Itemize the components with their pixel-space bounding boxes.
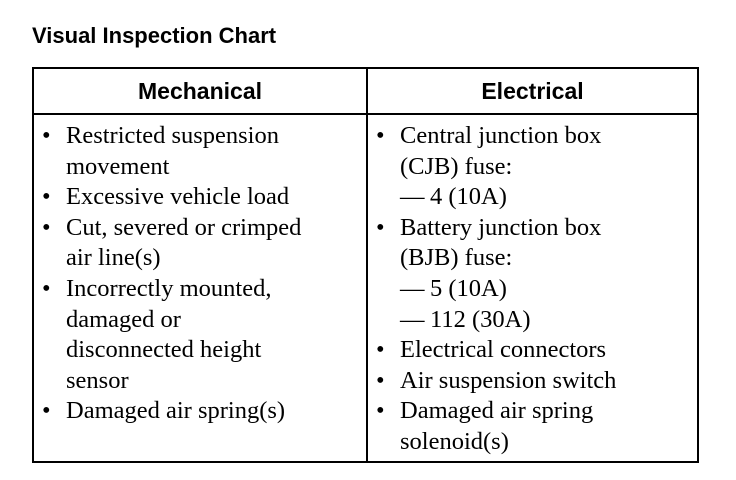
- bullet-icon: •: [42, 183, 51, 211]
- bullet-icon: •: [376, 122, 385, 149]
- item-text: (BJB) fuse:: [400, 244, 513, 272]
- list-item: [368, 396, 697, 457]
- item-text: Battery junction box: [400, 213, 602, 241]
- dash-icon: —: [400, 305, 425, 333]
- list-item-cjb: [368, 121, 697, 213]
- inspection-table: [32, 67, 699, 463]
- list-item: [34, 121, 366, 182]
- electrical-column: [368, 69, 697, 461]
- item-text: Incorrectly mounted,: [66, 274, 272, 302]
- mechanical-column: [34, 69, 366, 461]
- bullet-icon: •: [376, 366, 385, 394]
- bullet-icon: •: [42, 397, 51, 425]
- list-item: [34, 274, 366, 396]
- item-text: Damaged air spring(s): [66, 397, 286, 425]
- bullet-icon: •: [42, 213, 51, 241]
- item-text: damaged or: [66, 305, 181, 333]
- electrical-list: [368, 121, 697, 458]
- fuse-entry: [400, 182, 697, 213]
- item-text: Electrical connectors: [400, 336, 607, 364]
- item-text: solenoid(s): [400, 427, 509, 455]
- item-text: (CJB) fuse:: [400, 152, 513, 180]
- item-text: movement: [66, 152, 170, 180]
- fuse-value: 4 (10A): [430, 183, 507, 211]
- dash-icon: —: [400, 183, 425, 211]
- mechanical-header: Mechanical: [138, 77, 262, 104]
- item-text: Central junction box: [400, 122, 602, 149]
- item-text: Restricted suspension: [66, 122, 279, 149]
- fuse-entry: [400, 274, 697, 305]
- item-text: sensor: [66, 366, 129, 394]
- fuse-value: 112 (30A): [430, 305, 531, 333]
- bullet-icon: •: [376, 336, 385, 364]
- bullet-icon: •: [376, 213, 385, 241]
- list-item: [34, 396, 366, 427]
- list-item: [368, 366, 697, 397]
- list-item: [368, 335, 697, 366]
- item-text: Air suspension switch: [400, 366, 617, 394]
- electrical-header: Electrical: [481, 77, 584, 104]
- bullet-icon: •: [42, 274, 51, 302]
- fuse-entry: [400, 305, 697, 336]
- item-text: air line(s): [66, 244, 161, 272]
- bullet-icon: •: [376, 397, 385, 425]
- dash-icon: —: [400, 274, 425, 302]
- bullet-icon: •: [42, 122, 51, 149]
- list-item-bjb: [368, 213, 697, 335]
- item-text: Cut, severed or crimped: [66, 213, 302, 241]
- chart-title: Visual Inspection Chart: [32, 23, 277, 48]
- item-text: Excessive vehicle load: [66, 183, 290, 211]
- fuse-value: 5 (10A): [430, 274, 507, 302]
- item-text: Damaged air spring: [400, 397, 594, 425]
- list-item: [34, 213, 366, 274]
- mechanical-list: [34, 121, 366, 427]
- item-text: disconnected height: [66, 336, 262, 364]
- list-item: [34, 182, 366, 213]
